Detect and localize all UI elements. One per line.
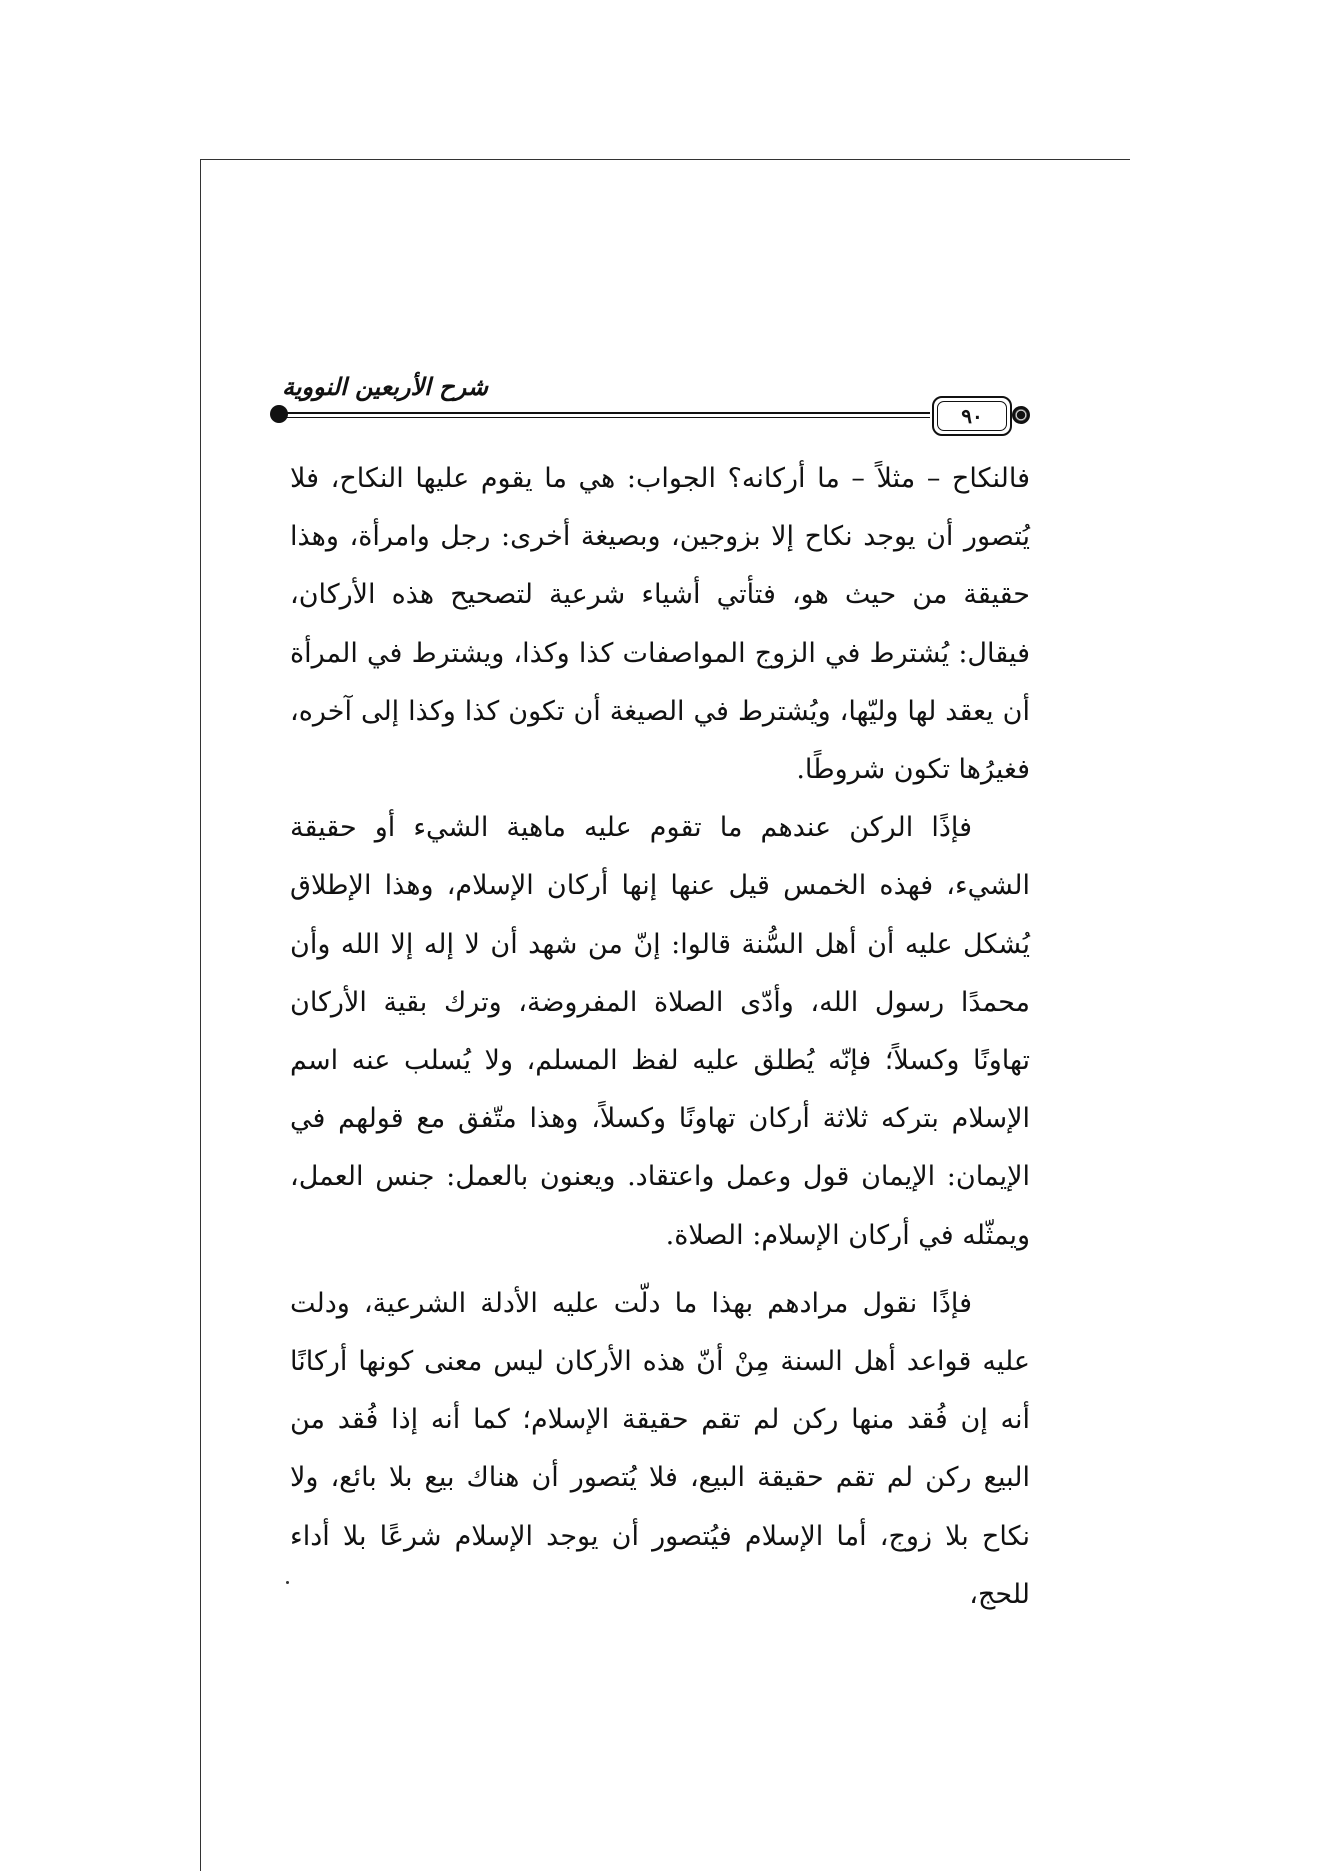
header-rule <box>284 412 930 414</box>
paragraph: فإذًا الركن عندهم ما تقوم عليه ماهية الشيء أو حقيقة الشيء، فهذه الخمس قيل عنها إنها أركان الإسلام، وهذا الإطلاق يُشكل عليه أن أهل السُّنة قالوا: إنّ من شهد أن لا إله إلا الله وأن محمدًا رسول الله، وأدّى الصلاة المفروضة، وترك بقية الأركان تهاونًا وكسلاً؛ فإنّه يُطلق عليه لفظ المسلم، ولا يُسلب عنه اسم الإسلام بتركه ثلاثة أركان تهاونًا وكسلاً، وهذا متّفق مع قولهم في الإيمان: الإيمان قول وعمل واعتقاد. ويعنون بالعمل: جنس العمل، ويمثّله في أركان الإسلام: الصلاة. <box>290 812 1030 1251</box>
book-title: شرح الأربعين النووية <box>282 372 489 401</box>
page-number: ٩٠ <box>961 404 983 428</box>
running-header <box>270 370 1030 440</box>
header-rule-thin <box>284 417 930 418</box>
paragraph: فإذًا نقول مرادهم بهذا ما دلّت عليه الأدلة الشرعية، ودلت عليه قواعد أهل السنة مِنْ أنّ هذه الأركان ليس معنى كونها أركانًا أنه إن فُقد منها ركن لم تقم حقيقة الإسلام؛ كما أنه إذا فُقد من البيع ركن لم تقم حقيقة البيع، فلا يُتصور أن هناك بيع بلا بائع، ولا نكاح بلا زوج، أما الإسلام فيُتصور أن يوجد الإسلام شرعًا بلا أداء للحج، <box>290 1287 1030 1610</box>
paragraph: فالنكاح – مثلاً – ما أركانه؟ الجواب: هي ما يقوم عليها النكاح، فلا يُتصور أن يوجد نكاح إلا بزوجين، وبصيغة أخرى: رجل وامرأة، وهذا حقيقة من حيث هو، فتأتي أشياء شرعية لتصحيح هذه الأركان، فيقال: يُشترط في الزوج المواصفات كذا وكذا، ويشترط في المرأة أن يعقد لها وليّها، ويُشترط في الصيغة أن تكون كذا وكذا إلى آخره، فغيرُها تكون شروطًا. <box>290 463 1030 786</box>
page-number-frame <box>932 396 1012 436</box>
scan-speck <box>286 1581 289 1584</box>
page-ornament-icon <box>1012 406 1030 424</box>
crop-line-top <box>200 159 1130 160</box>
header-rule-dot <box>270 405 288 423</box>
body-text <box>290 450 1030 1624</box>
crop-line-left <box>200 159 201 1871</box>
